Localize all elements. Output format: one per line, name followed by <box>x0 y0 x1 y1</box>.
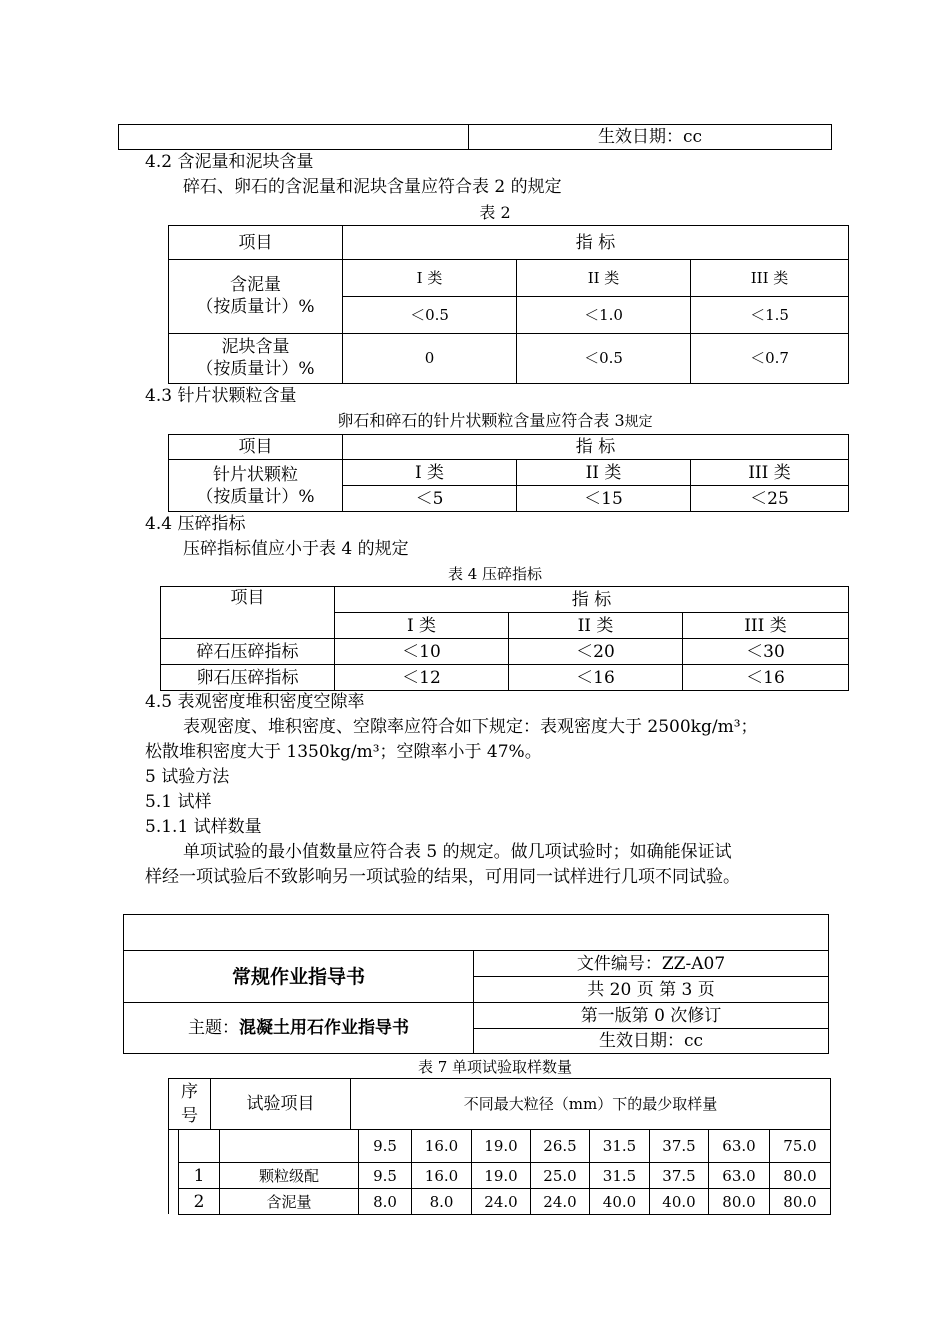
table-3-class-2: II 类 <box>517 460 691 486</box>
table-2-row1-value-1: ＜0.5 <box>343 297 517 333</box>
table-2-row1-label-a: 含泥量 <box>230 275 281 296</box>
doc-header-blank-row <box>124 915 829 951</box>
table-4 <box>160 586 849 691</box>
table-2-row1-label <box>169 260 343 333</box>
table-7-caption: 表 7 单项试验取样数量 <box>417 1058 573 1076</box>
table-7-size-1: 9.5 <box>359 1130 412 1163</box>
table-3 <box>168 434 849 512</box>
table-2-row2-value-1: 0 <box>343 333 517 383</box>
table-7-row1-value-8: 80.0 <box>770 1163 831 1189</box>
table-3-caption-main: 卵石和碎石的针片状颗粒含量应符合表 3 <box>337 411 625 430</box>
table-4-class-2: II 类 <box>509 613 683 639</box>
table-4-row2-value-3: ＜16 <box>683 665 849 691</box>
table-7-row1-value-2: 16.0 <box>412 1163 472 1189</box>
table-7-row2-value-7: 80.0 <box>709 1189 770 1215</box>
table-3-value-2: ＜15 <box>517 486 691 512</box>
table-4-row1-label: 碎石压碎指标 <box>161 639 335 665</box>
section-4-3-heading: 4.3 针片状颗粒含量 <box>145 386 297 406</box>
section-5-heading: 5 试验方法 <box>145 767 230 787</box>
table-4-row2-label: 卵石压碎指标 <box>161 665 335 691</box>
table-7-size-7: 63.0 <box>709 1130 770 1163</box>
table-4-class-1: I 类 <box>335 613 509 639</box>
doc-header-subject <box>124 1003 474 1054</box>
table-7-header-item: 试验项目 <box>211 1079 351 1130</box>
table-4-header-index: 指 标 <box>335 587 849 613</box>
table-7-row1-item: 颗粒级配 <box>220 1163 359 1189</box>
table-7-row2-item: 含泥量 <box>220 1189 359 1215</box>
section-4-2-body: 碎石、卵石的含泥量和泥块含量应符合表 2 的规定 <box>183 177 562 197</box>
table-2-row2-value-3: ＜0.7 <box>691 333 849 383</box>
section-4-5-heading: 4.5 表观密度堆积密度空隙率 <box>145 692 365 712</box>
table-4-row1-value-1: ＜10 <box>335 639 509 665</box>
top-header-blank-cell <box>119 125 469 150</box>
doc-header-effective-date: 生效日期：cc <box>474 1029 829 1054</box>
table-3-label-b: （按质量计）% <box>196 486 315 507</box>
table-7-row1-value-4: 25.0 <box>531 1163 590 1189</box>
table-3-value-3: ＜25 <box>691 486 849 512</box>
table-4-header-item: 项目 <box>161 587 335 639</box>
table-7-header <box>168 1078 831 1130</box>
table-7-size-2: 16.0 <box>412 1130 472 1163</box>
table-2-row1-value-3: ＜1.5 <box>691 297 849 333</box>
section-4-5-line2: 松散堆积密度大于 1350kg/m³；空隙率小于 47%。 <box>145 742 542 762</box>
doc-header-table <box>123 914 829 1054</box>
table-7-row2-value-4: 24.0 <box>531 1189 590 1215</box>
table-4-class-3: III 类 <box>683 613 849 639</box>
table-7-row1-no: 1 <box>179 1163 220 1189</box>
table-7-row1-value-5: 31.5 <box>590 1163 650 1189</box>
table-2-caption: 表 2 <box>479 203 511 222</box>
table-7-row2-value-1: 8.0 <box>359 1189 412 1215</box>
table-3-class-1: I 类 <box>343 460 517 486</box>
table-4-row2-value-1: ＜12 <box>335 665 509 691</box>
doc-header-pages: 共 20 页 第 3 页 <box>474 977 829 1003</box>
section-5-1-1-line1: 单项试验的最小值数量应符合表 5 的规定。做几项试验时；如确能保证试 <box>183 842 732 862</box>
table-4-row2-value-2: ＜16 <box>509 665 683 691</box>
table-2-header-index: 指 标 <box>343 226 849 260</box>
table-7-left-edge <box>168 1129 179 1214</box>
table-7-row1-value-1: 9.5 <box>359 1163 412 1189</box>
table-7-row2-value-5: 40.0 <box>590 1189 650 1215</box>
table-7-sizes-blank-item <box>220 1130 359 1163</box>
table-2-class-2: II 类 <box>517 260 691 297</box>
table-7-row1-value-6: 37.5 <box>650 1163 709 1189</box>
table-4-row1-value-2: ＜20 <box>509 639 683 665</box>
table-2-row1-value-2: ＜1.0 <box>517 297 691 333</box>
table-3-class-3: III 类 <box>691 460 849 486</box>
table-4-caption: 表 4 压碎指标 <box>447 565 543 583</box>
table-7-header-desc: 不同最大粒径（mm）下的最少取样量 <box>351 1079 831 1130</box>
table-2-class-3: III 类 <box>691 260 849 297</box>
table-7-header-no <box>169 1079 211 1130</box>
table-7-size-6: 37.5 <box>650 1130 709 1163</box>
table-4-row1-value-3: ＜30 <box>683 639 849 665</box>
table-3-value-1: ＜5 <box>343 486 517 512</box>
section-4-2-heading: 4.2 含泥量和泥块含量 <box>145 152 314 172</box>
doc-header-revision: 第一版第 0 次修订 <box>474 1003 829 1029</box>
table-7-size-8: 75.0 <box>770 1130 831 1163</box>
table-2 <box>168 225 849 384</box>
table-2-class-1: I 类 <box>343 260 517 297</box>
table-2-row2-label-b: （按质量计）% <box>196 359 315 380</box>
table-3-caption-tail: 规定 <box>624 414 653 430</box>
table-3-header-item: 项目 <box>169 435 343 460</box>
table-3-label-a: 针片状颗粒 <box>213 464 298 485</box>
table-7-row1-value-7: 63.0 <box>709 1163 770 1189</box>
top-header-effective-date: 生效日期：cc <box>469 125 832 150</box>
section-5-1-1-heading: 5.1.1 试样数量 <box>145 817 262 837</box>
table-7-size-5: 31.5 <box>590 1130 650 1163</box>
table-7-row2-value-3: 24.0 <box>472 1189 531 1215</box>
table-2-header-item: 项目 <box>169 226 343 260</box>
section-4-5-line1: 表观密度、堆积密度、空隙率应符合如下规定：表观密度大于 2500kg/m³； <box>183 717 758 737</box>
section-5-1-1-line2: 样经一项试验后不致影响另一项试验的结果，可用同一试样进行几项不同试验。 <box>145 867 740 887</box>
top-header-table <box>118 124 832 150</box>
table-3-caption <box>0 410 950 433</box>
table-2-row2-label <box>169 333 343 383</box>
table-7-row2-no: 2 <box>179 1189 220 1215</box>
doc-header-title: 常规作业指导书 <box>124 951 474 1003</box>
table-7-body <box>178 1129 831 1215</box>
table-7-row1-value-3: 19.0 <box>472 1163 531 1189</box>
table-7-header-no-text: 序号 <box>181 1082 198 1126</box>
table-3-header-index: 指 标 <box>343 435 849 460</box>
doc-header-doc-no: 文件编号：ZZ-A07 <box>474 951 829 977</box>
table-7-row2-value-2: 8.0 <box>412 1189 472 1215</box>
table-7-row2-value-6: 40.0 <box>650 1189 709 1215</box>
table-7-size-3: 19.0 <box>472 1130 531 1163</box>
table-2-row2-label-a: 泥块含量 <box>221 337 290 358</box>
doc-header-subject-value: 混凝土用石作业指导书 <box>239 1018 409 1038</box>
table-7-row2-value-8: 80.0 <box>770 1189 831 1215</box>
section-4-4-heading: 4.4 压碎指标 <box>145 514 246 534</box>
table-7-size-4: 26.5 <box>531 1130 590 1163</box>
table-7-sizes-blank-no <box>179 1130 220 1163</box>
section-5-1-heading: 5.1 试样 <box>145 792 212 812</box>
table-3-label <box>169 460 343 512</box>
section-4-4-body: 压碎指标值应小于表 4 的规定 <box>183 539 409 559</box>
table-2-row2-value-2: ＜0.5 <box>517 333 691 383</box>
table-2-row1-label-b: （按质量计）% <box>196 297 315 318</box>
doc-header-subject-label: 主题： <box>188 1018 239 1038</box>
